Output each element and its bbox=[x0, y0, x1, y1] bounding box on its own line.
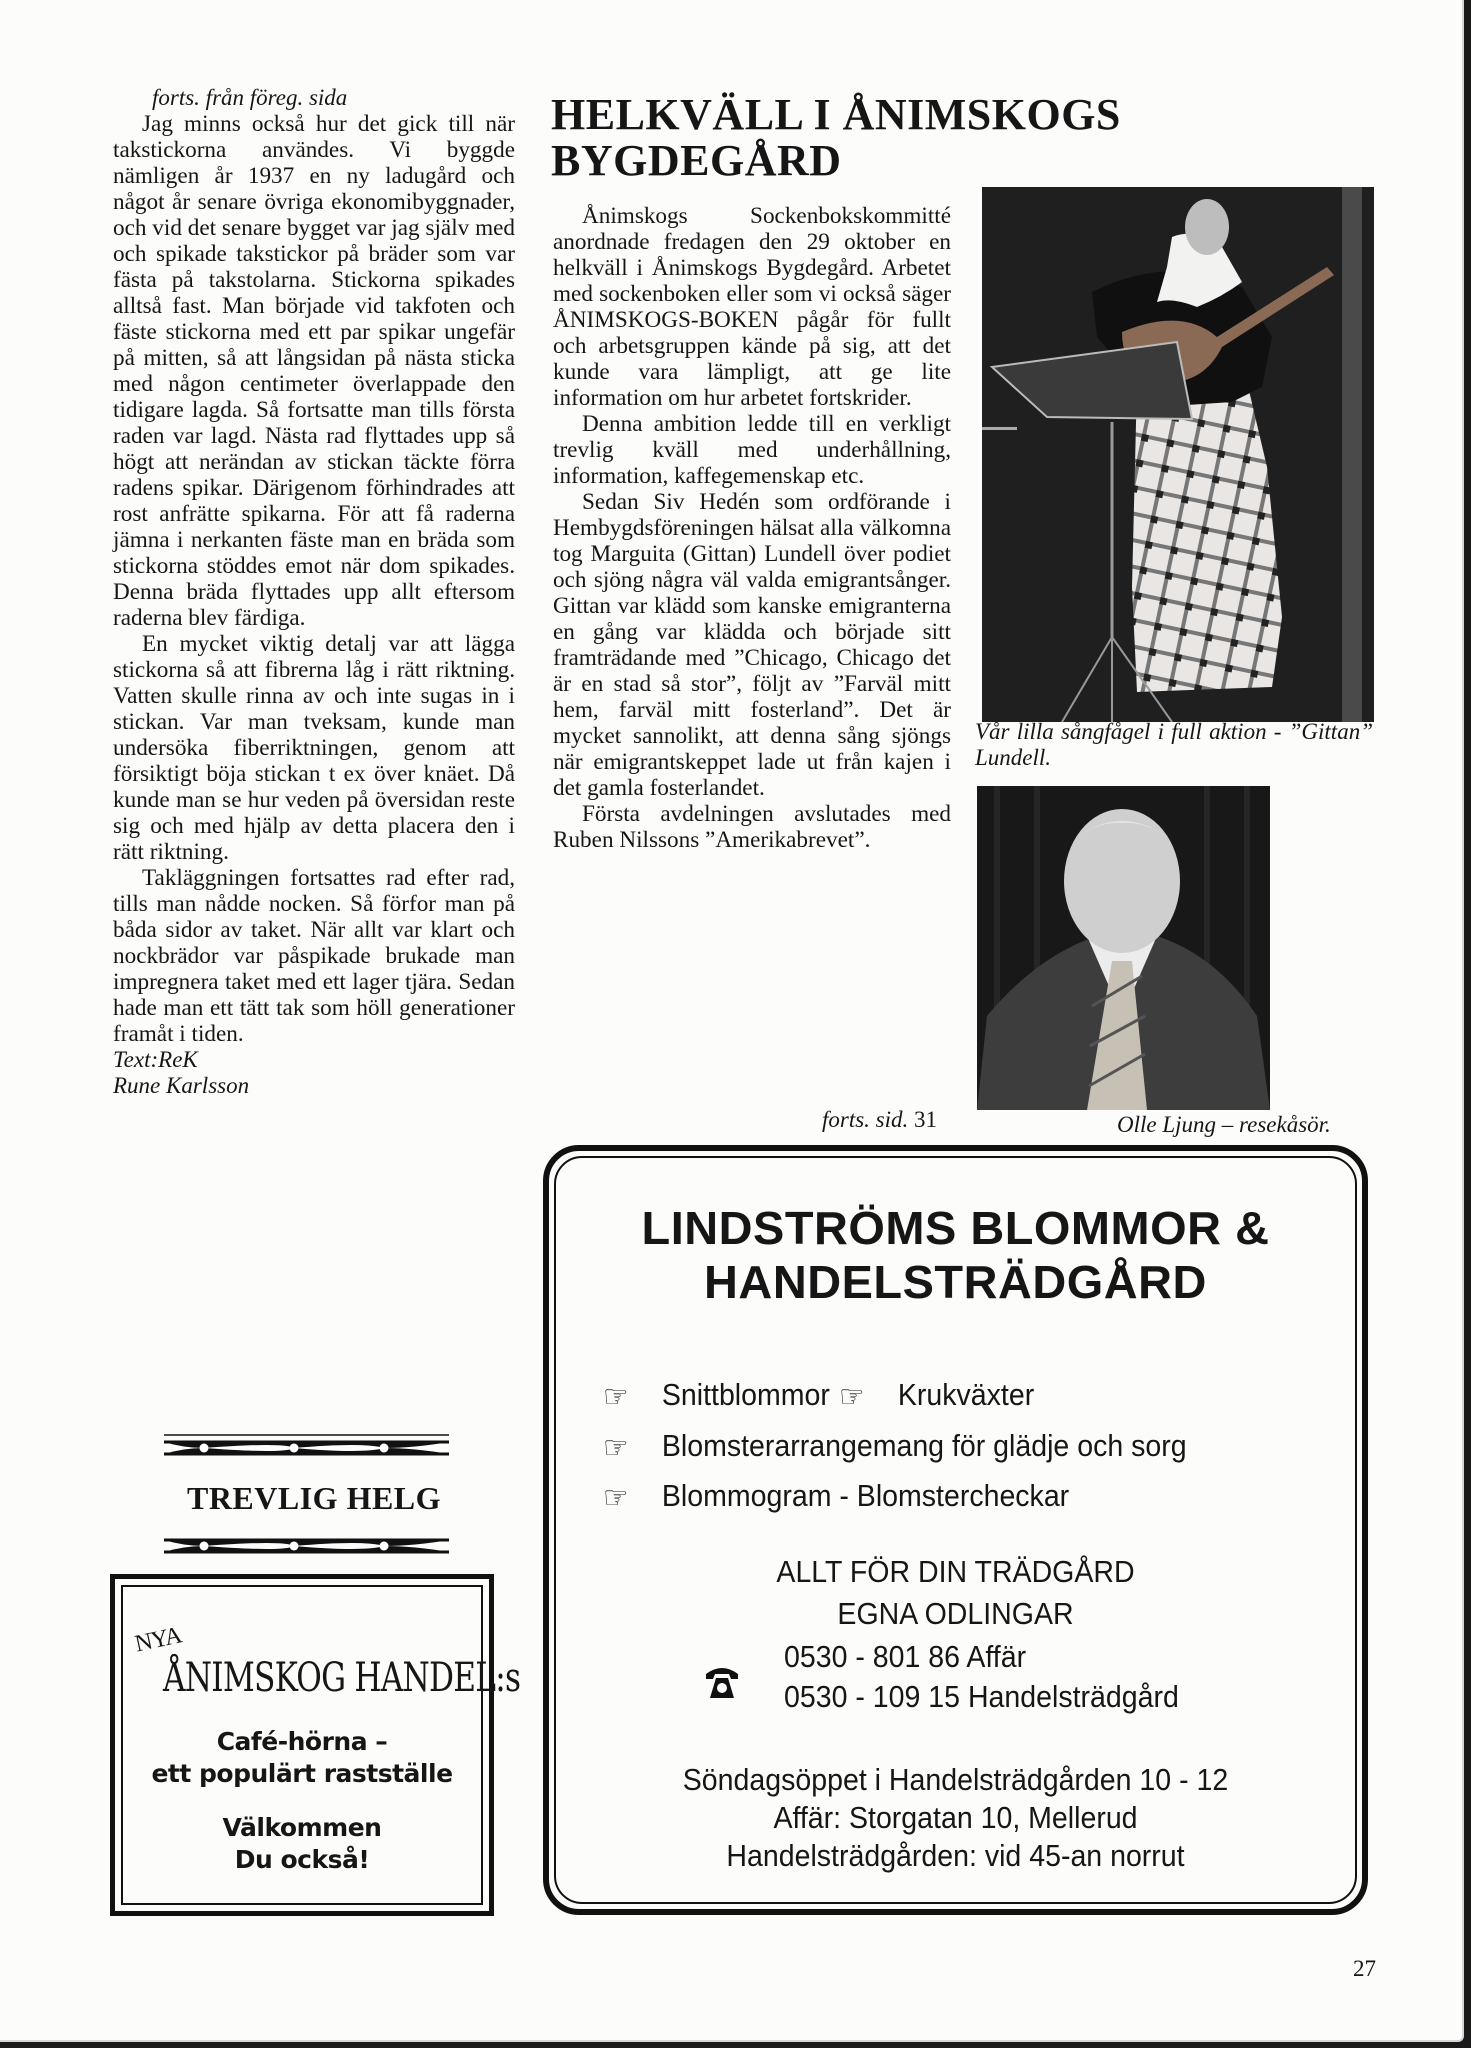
nya-label: NYA bbox=[132, 1622, 184, 1658]
singer-photo bbox=[982, 187, 1374, 722]
paragraph: Sedan Siv Hedén som ordförande i Hembygdsföreningen hälsat alla välkomna tog Marguita (Gittan) Lundell över podiet och sjöng några väl valda emigrantsånger. Gittan var klädd som kanske emigranterna en gång var klädda och började sitt framträdande med ”Chicago, Chicago det är en stad så stor”, följt av ”Farväl mitt hem, farväl mitt fosterland”. Det är mycket sannolikt, att denna sång sjöngs när emigrantskeppet lade ut från kajen i det gamla fosterlandet. bbox=[553, 489, 951, 801]
phone-number-garden: 0530 - 109 15 Handelsträdgård bbox=[784, 1679, 1179, 1714]
continued-from-note: forts. från föreg. sida bbox=[152, 85, 348, 110]
ad-line: Välkommen bbox=[222, 1813, 382, 1842]
ad-line: ett populärt rastställe bbox=[151, 1759, 453, 1788]
ad-list-item: ☞ Blomsterarrangemang för glädje och sorg bbox=[603, 1428, 1187, 1465]
garden-address: Handelsträdgården: vid 45-an norrut bbox=[726, 1838, 1185, 1873]
left-article-body bbox=[113, 111, 515, 1047]
pointing-hand-icon: ☞ bbox=[603, 1429, 629, 1465]
portrait-photo bbox=[977, 786, 1270, 1110]
photo-caption: Olle Ljung – resekåsör. bbox=[1117, 1112, 1331, 1137]
headline-line: BYGDEGÅRD bbox=[551, 136, 842, 185]
shop-name: ÅNIMSKOG HANDEL:s bbox=[163, 1655, 521, 1701]
author-name: Rune Karlsson bbox=[113, 1073, 250, 1098]
slogan-line: EGNA ODLINGAR bbox=[837, 1596, 1074, 1631]
ad-list-item: ☞ Snittblommor bbox=[603, 1377, 830, 1414]
page-number: 27 bbox=[1353, 1956, 1376, 1981]
credit-line: Text:ReK bbox=[113, 1047, 198, 1072]
greeting-heading: TREVLIG HELG bbox=[186, 1480, 442, 1516]
paragraph: En mycket viktig detalj var att lägga stickorna så att fibrerna låg i rätt riktning. Vatten skulle rinna av och inte sugas in i stickan. Var man tveksam, kunde man undersöka fiberriktningen, genom att försiktigt böja stickan t ex över knäet. Då kunde man se hur veden på översidan reste sig och med hjälp av detta placera den i rätt riktning. bbox=[113, 631, 515, 865]
shop-address: Affär: Storgatan 10, Mellerud bbox=[773, 1800, 1138, 1835]
ad-title-line: LINDSTRÖMS BLOMMOR & bbox=[641, 1202, 1270, 1254]
main-article-body bbox=[553, 203, 951, 853]
pointing-hand-icon: ☞ bbox=[603, 1378, 629, 1414]
paragraph: Denna ambition ledde till en verkligt trevlig kväll med underhållning, information, kaffegemenskap etc. bbox=[553, 411, 951, 489]
paragraph: Takläggningen fortsattes rad efter rad, tills man nådde nocken. Så förfor man på båda sidor av taket. När allt var klart och nockbrädor var påspikade brukade man impregnera taket med ett lager tjära. Sedan hade man ett tätt tak som höll generationer framåt i tiden. bbox=[113, 865, 515, 1047]
ad-list-item: ☞ Krukväxter bbox=[839, 1377, 1035, 1414]
ornament-divider-icon bbox=[164, 1432, 449, 1458]
continued-on-note: forts. sid. 31 bbox=[822, 1107, 938, 1132]
paragraph: Ånimskogs Sockenbokskommitté anordnade fredagen den 29 oktober en helkväll i Ånimskogs Bygdegård. Arbetet med sockenboken eller som vi också säger ÅNIMSKOGS-BOKEN pågår för fullt och arbetsgruppen kände på sig, att det kunde vara lämpligt, att ge lite information om hur arbetet fortskrider. bbox=[553, 203, 951, 411]
animskog-handel-advertisement bbox=[110, 1574, 521, 1916]
left-article bbox=[113, 84, 515, 1099]
telephone-icon bbox=[704, 1664, 740, 1700]
pointing-hand-icon: ☞ bbox=[603, 1479, 629, 1515]
ad-list-item: ☞ Blommogram - Blomstercheckar bbox=[603, 1478, 1070, 1515]
photo-caption: Vår lilla sångfågel i full aktion - ”Gittan” Lundell. bbox=[975, 719, 1373, 770]
ad-line: Du också! bbox=[234, 1845, 370, 1874]
phone-number-shop: 0530 - 801 86 Affär bbox=[784, 1639, 1027, 1674]
ad-line: Café-hörna – bbox=[216, 1727, 388, 1756]
slogan-line: ALLT FÖR DIN TRÄDGÅRD bbox=[776, 1554, 1135, 1589]
opening-hours: Söndagsöppet i Handelsträdgården 10 - 12 bbox=[682, 1762, 1229, 1797]
headline-line: HELKVÄLL I ÅNIMSKOGS bbox=[551, 90, 1121, 139]
ornament-divider-icon bbox=[164, 1534, 449, 1560]
article-headline bbox=[551, 92, 1171, 184]
pointing-hand-icon: ☞ bbox=[839, 1378, 865, 1414]
lindstroms-advertisement bbox=[543, 1145, 1368, 1915]
paragraph: Första avdelningen avslutades med Ruben Nilssons ”Amerikabrevet”. bbox=[553, 801, 951, 853]
paragraph: Jag minns också hur det gick till när takstickorna användes. Vi byggde nämligen år 1937 en ny ladugård och något år senare övriga ekonomibyggnader, och vid det senare bygget var jag själv med och spikade takstickor på bräder som var fästa på takstolarna. Stickorna spikades alltså fast. Man började vid takfoten och fäste stickorna med ett par spikar ungefär på mitten, så att långsidan på nästa sticka med någon centimeter överlappade den tidigare lagda. Så fortsatte man tills första raden var lagd. Nästa rad flyttades upp så högt att nerändan av stickan täckte förra radens spikar. Därigenom förhindrades att rost anfrätte spikarna. För att få raderna jämna i nerkanten fäste man en bräda som stickorna stöddes emot när dom spikades. Denna bräda flyttades upp allt eftersom raderna blev färdiga. bbox=[113, 111, 515, 631]
ad-title-line: HANDELSTRÄDGÅRD bbox=[704, 1256, 1207, 1308]
